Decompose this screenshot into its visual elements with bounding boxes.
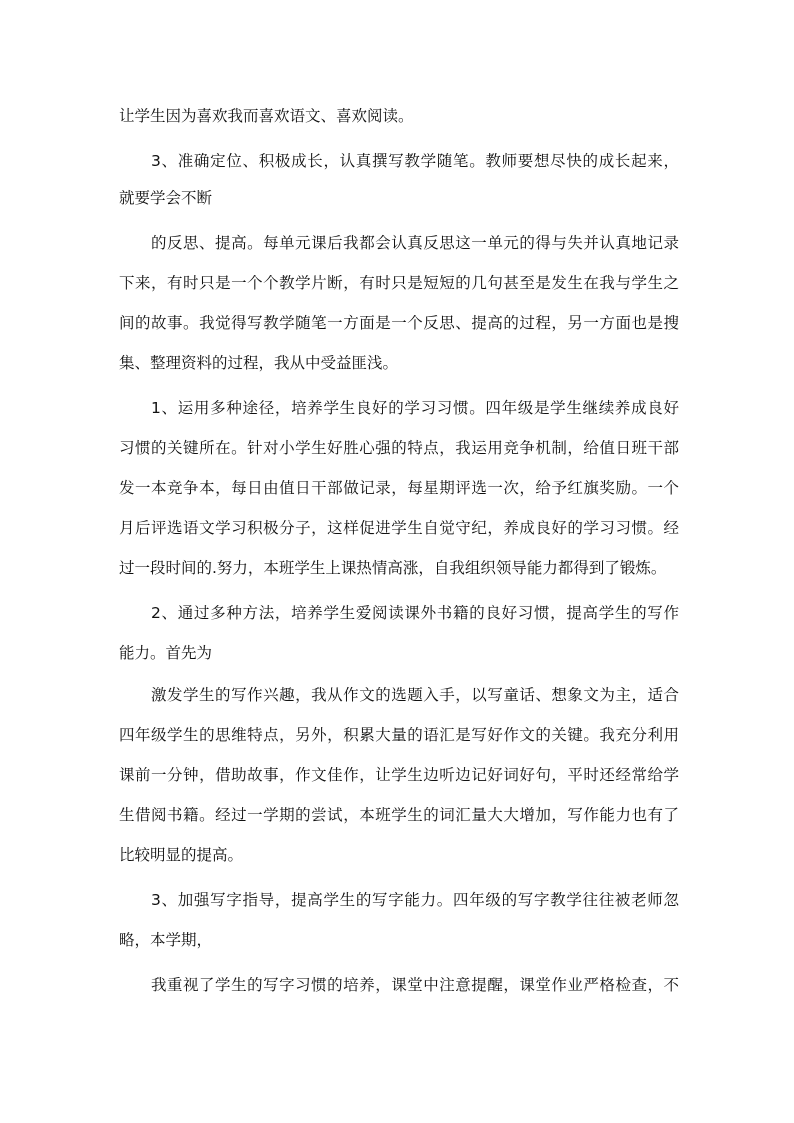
text-line: 3、加强写字指导，提高学生的写字能力。四年级的写字教学往往被老师忽 [151,891,679,909]
text-line: 激发学生的写作兴趣，我从作文的选题入手，以写童话、想象文为主，适合 [151,686,679,704]
text-line: 1、运用多种途径，培养学生良好的学习习惯。四年级是学生继续养成良好 [151,399,679,417]
text-line: 让学生因为喜欢我而喜欢语文、喜欢阅读。 [119,107,414,125]
text-line: 的反思、提高。每单元课后我都会认真反思这一单元的得与失并认真地记录 [151,234,679,252]
text-line: 课前一分钟，借助故事，作文佳作，让学生边听边记好词好句，平时还经常给学 [119,766,679,784]
text-line: 我重视了学生的写字习惯的培养，课堂中注意提醒，课堂作业严格检查，不 [151,976,679,994]
text-line: 就要学会不断 [119,189,213,207]
text-line: 下来，有时只是一个个教学片断，有时只是短短的几句甚至是发生在我与学生之 [119,274,679,292]
text-line: 集、整理资料的过程，我从中受益匪浅。 [119,354,399,372]
text-line: 2、通过多种方法，培养学生爱阅读课外书籍的良好习惯，提高学生的写作 [151,604,679,622]
text-line: 间的故事。我觉得写教学随笔一方面是一个反思、提高的过程，另一方面也是搜 [119,314,679,332]
text-line: 能力。首先为 [119,644,213,662]
text-line: 过一段时间的.努力，本班学生上课热情高涨，自我组织领导能力都得到了锻炼。 [119,559,667,577]
text-line: 3、准确定位、积极成长，认真撰写教学随笔。教师要想尽快的成长起来， [151,152,679,170]
text-line: 习惯的关键所在。针对小学生好胜心强的特点，我运用竞争机制，给值日班干部 [119,439,679,457]
text-line: 四年级学生的思维特点，另外，积累大量的语汇是写好作文的关键。我充分利用 [119,726,679,744]
text-line: 发一本竞争本，每日由值日干部做记录，每星期评选一次，给予红旗奖励。一个 [119,479,679,497]
text-line: 生借阅书籍。经过一学期的尝试，本班学生的词汇量大大增加，写作能力也有了 [119,806,679,824]
text-line: 比较明显的提高。 [119,846,244,864]
text-line: 略，本学期， [119,931,213,949]
text-line: 月后评选语文学习积极分子，这样促进学生自觉守纪，养成良好的学习习惯。经 [119,519,679,537]
